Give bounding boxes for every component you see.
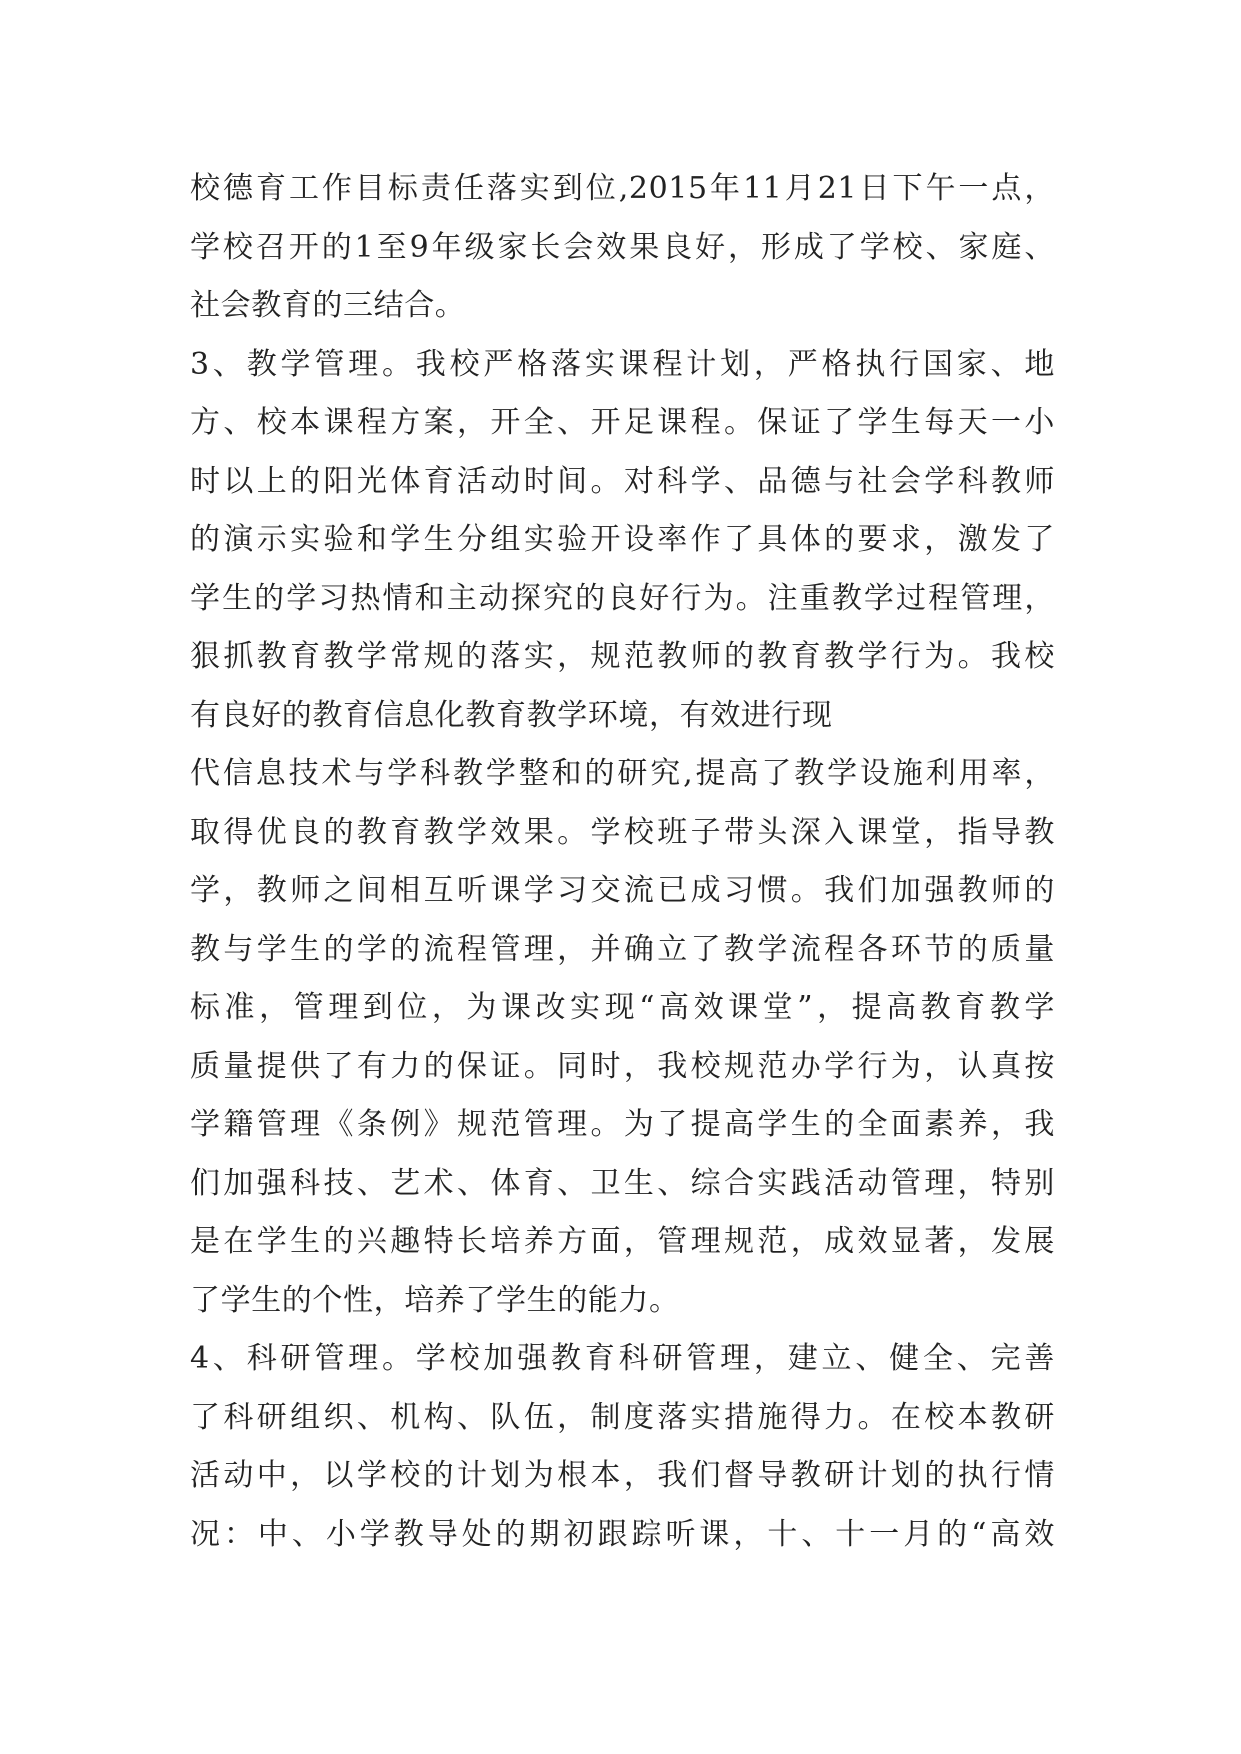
text-line: 有良好的教育信息化教育教学环境，有效进行现	[190, 697, 833, 733]
text-line: 质量提供了有力的保证。同时，我校规范办学行为，认真按	[190, 1048, 1055, 1084]
text-line: 标准，管理到位，为课改实现“高效课堂”，提高教育教学	[190, 990, 1055, 1025]
text-line: 了科研组织、机构、队伍，制度落实措施得力。在校本教研	[190, 1399, 1055, 1435]
text-line: 教与学生的学的流程管理，并确立了教学流程各环节的质量	[190, 931, 1055, 967]
body-text	[190, 160, 1055, 1564]
text-line: 取得优良的教育教学效果。学校班子带头深入课堂，指导教	[190, 814, 1055, 850]
text-line: 4、科研管理。学校加强教育科研管理，建立、健全、完善	[190, 1341, 1055, 1376]
text-line: 狠抓教育教学常规的落实，规范教师的教育教学行为。我校	[190, 639, 1055, 674]
text-line: 是在学生的兴趣特长培养方面，管理规范，成效显著，发展	[190, 1224, 1055, 1259]
text-line: 们加强科技、艺术、体育、卫生、综合实践活动管理，特别	[190, 1165, 1055, 1201]
text-line: 学，教师之间相互听课学习交流已成习惯。我们加强教师的	[190, 873, 1055, 908]
text-line: 的演示实验和学生分组实验开设率作了具体的要求，激发了	[190, 522, 1055, 557]
text-line: 活动中，以学校的计划为根本，我们督导教研计划的执行情	[190, 1458, 1055, 1493]
text-line: 了学生的个性，培养了学生的能力。	[190, 1282, 680, 1318]
text-line: 学校召开的1至9年级家长会效果良好，形成了学校、家庭、	[190, 229, 1055, 265]
text-line: 校德育工作目标责任落实到位,2015年11月21日下午一点，	[190, 171, 1055, 206]
text-line: 社会教育的三结合。	[190, 288, 466, 323]
text-line: 学生的学习热情和主动探究的良好行为。注重教学过程管理，	[190, 580, 1055, 616]
text-line: 况：中、小学教导处的期初跟踪听课，十、十一月的“高效	[190, 1516, 1055, 1552]
text-line: 时以上的阳光体育活动时间。对科学、品德与社会学科教师	[190, 463, 1055, 499]
text-line: 方、校本课程方案，开全、开足课程。保证了学生每天一小	[190, 405, 1055, 440]
text-line: 代信息技术与学科教学整和的研究,提高了教学设施利用率，	[190, 756, 1055, 791]
text-line: 学籍管理《条例》规范管理。为了提高学生的全面素养，我	[190, 1107, 1055, 1142]
text-line: 3、教学管理。我校严格落实课程计划，严格执行国家、地	[190, 346, 1055, 382]
